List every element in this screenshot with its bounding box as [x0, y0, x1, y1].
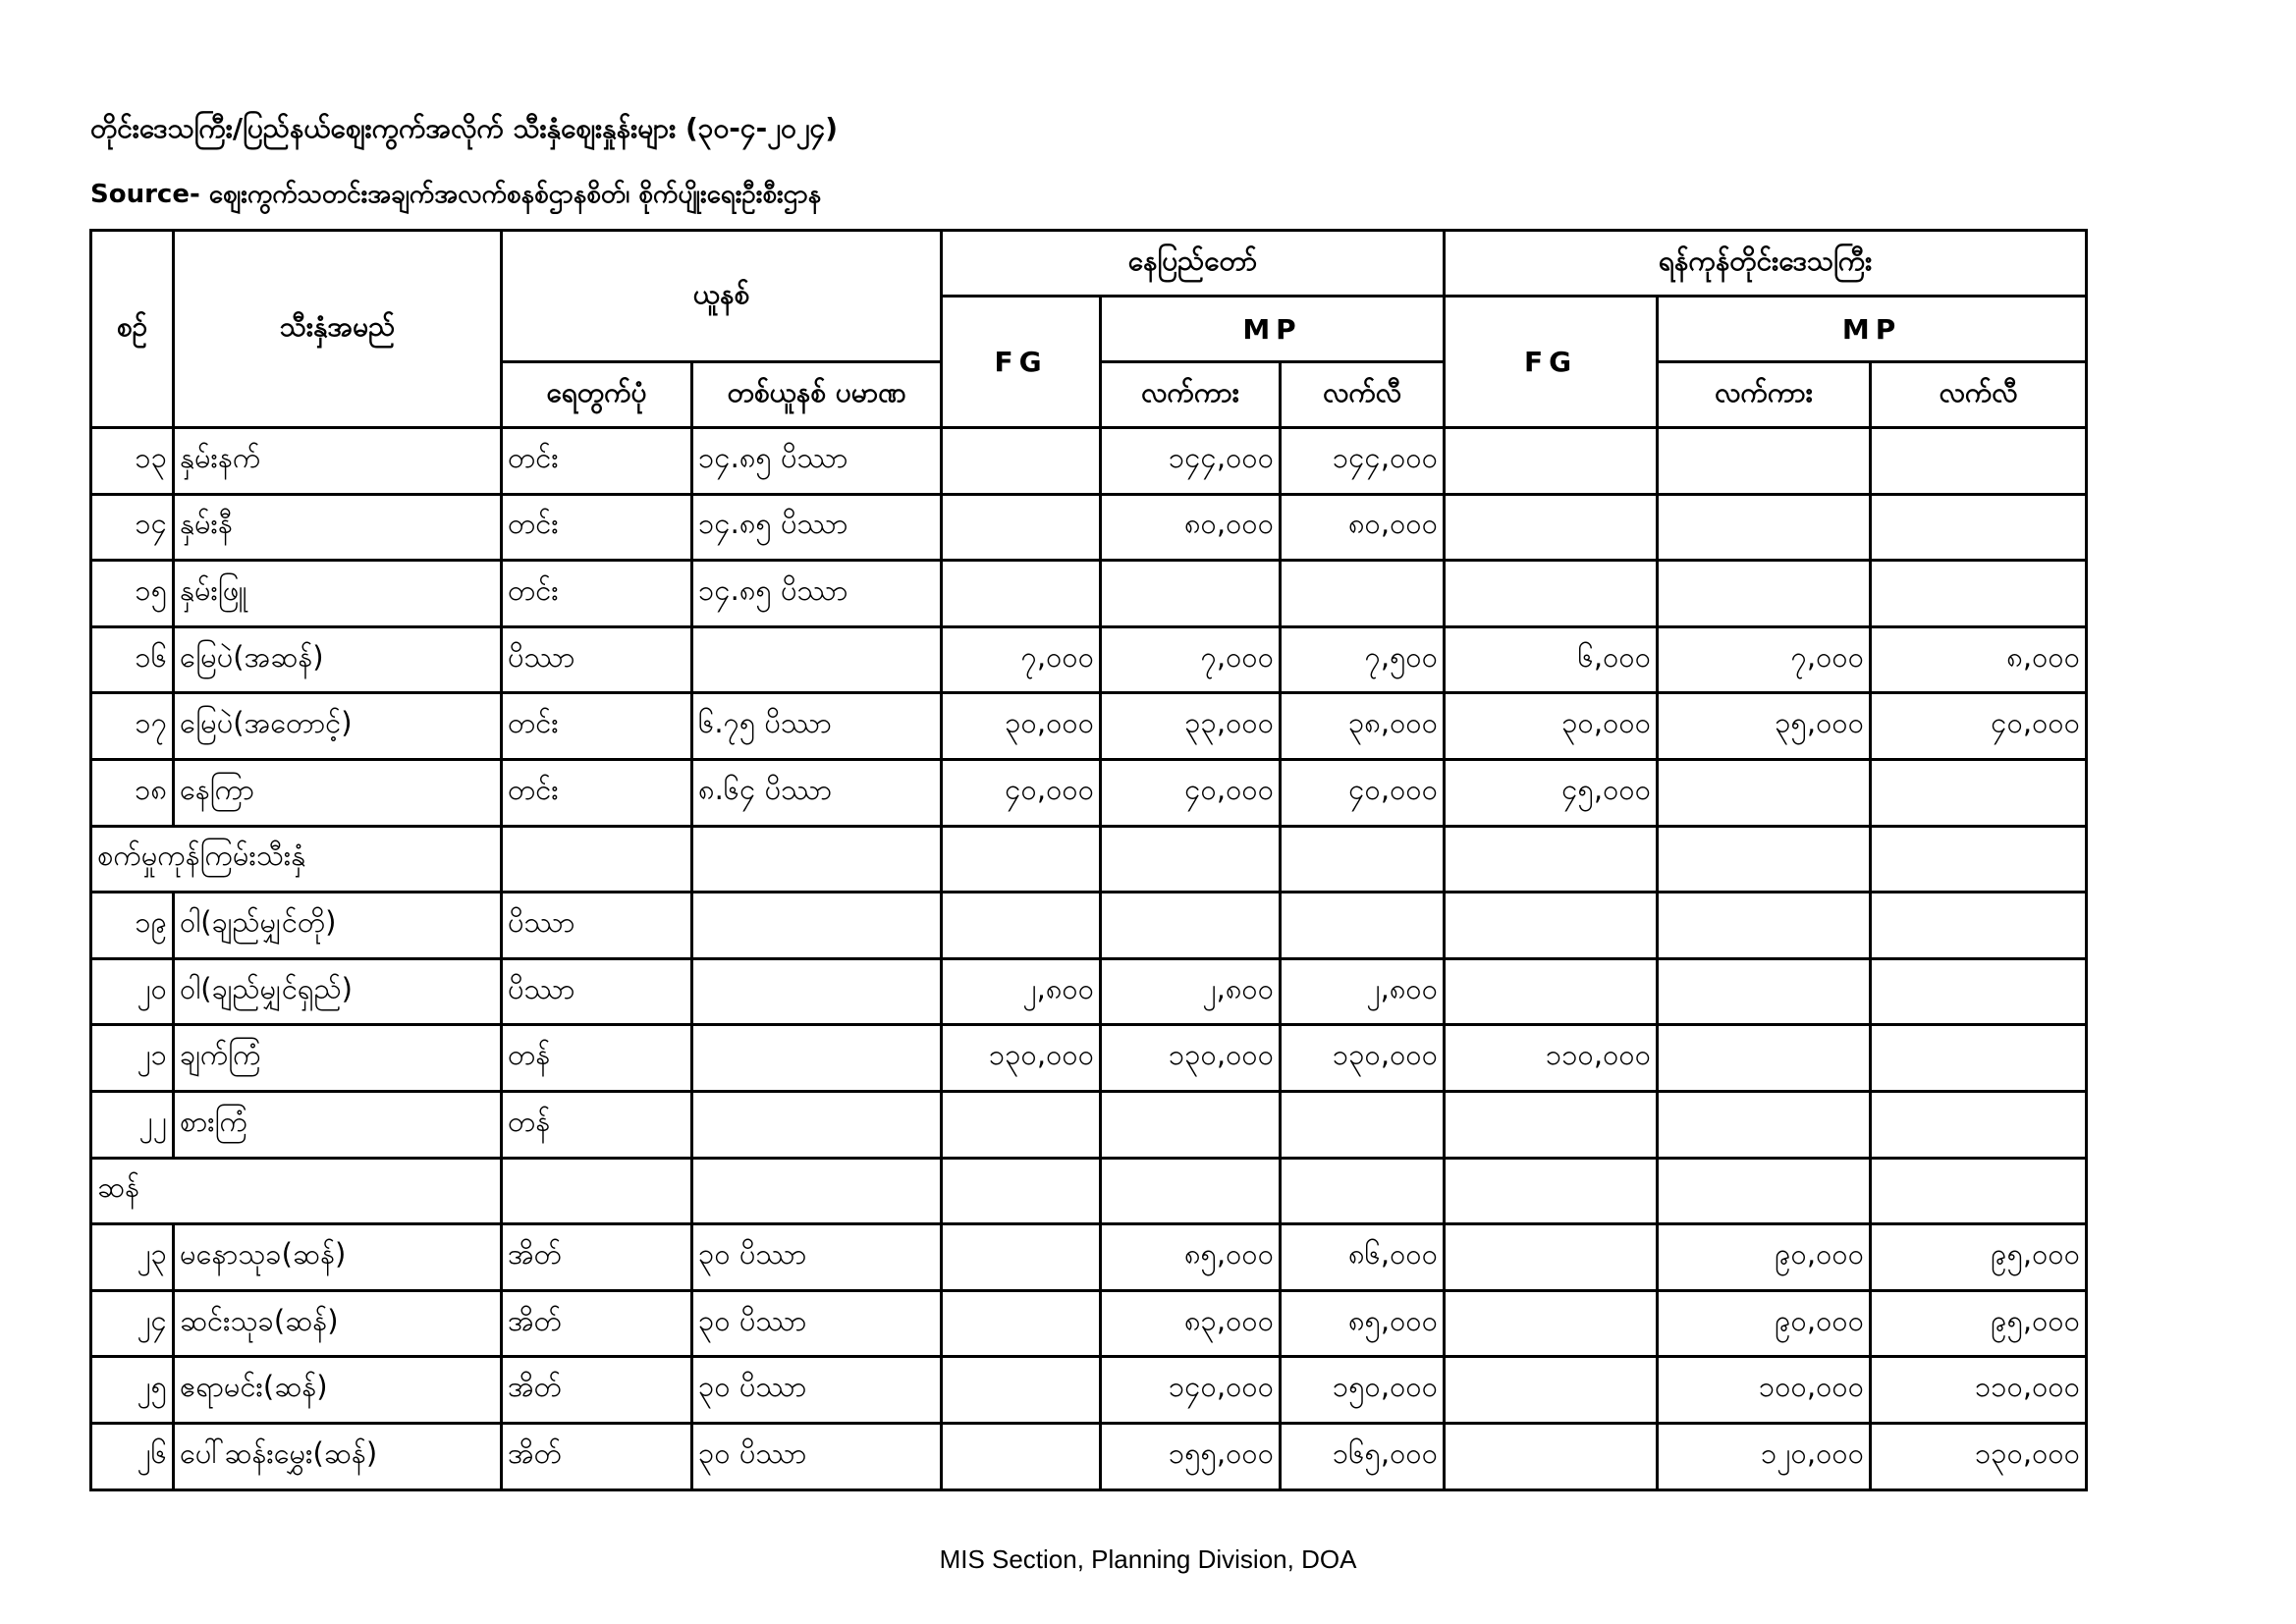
cell-ygn-fg [1445, 1423, 1658, 1489]
header-yangon: ရန်ကုန်တိုင်းဒေသကြီး [1445, 231, 2087, 297]
cell-unit-weight: ၃၀ ပိဿာ [692, 1423, 942, 1489]
cell-ygn-fg: ၁၁၀,၀၀၀ [1445, 1025, 1658, 1092]
cell-npt-fg [942, 1224, 1101, 1291]
cell-npt-wholesale: ၈၀,၀၀၀ [1101, 494, 1281, 561]
header-ygn-fg: FG [1445, 297, 1658, 428]
cell-local-unit: တင်း [502, 759, 692, 826]
cell-serial: ၂၁ [91, 1025, 174, 1092]
cell-crop-name: နှမ်းနီ [174, 494, 502, 561]
cell-local-unit: အိတ် [502, 1357, 692, 1424]
cell-ygn-retail [1871, 1025, 2087, 1092]
cell-npt-wholesale: ၈၅,၀၀၀ [1101, 1224, 1281, 1291]
cell-serial: ၂၀ [91, 958, 174, 1025]
cell-ygn-wholesale [1658, 893, 1871, 959]
empty-cell [1871, 826, 2087, 893]
cell-crop-name: နှမ်းဖြူ [174, 561, 502, 627]
cell-npt-wholesale: ၄၀,၀၀၀ [1101, 759, 1281, 826]
empty-cell [942, 1158, 1101, 1224]
cell-ygn-retail [1871, 1091, 2087, 1158]
cell-ygn-wholesale [1658, 428, 1871, 495]
cell-ygn-fg [1445, 1091, 1658, 1158]
cell-npt-retail: ၁၄၄,၀၀၀ [1281, 428, 1445, 495]
cell-ygn-wholesale [1658, 759, 1871, 826]
cell-unit-weight [692, 893, 942, 959]
cell-npt-retail: ၁၅၀,၀၀၀ [1281, 1357, 1445, 1424]
header-unit-weight: တစ်ယူနစ် ပမာဏ [692, 362, 942, 428]
header-local-unit: ရေတွက်ပုံ [502, 362, 692, 428]
cell-npt-wholesale: ၃၃,၀၀၀ [1101, 693, 1281, 760]
table-row [91, 1290, 2087, 1357]
empty-cell [502, 1158, 692, 1224]
cell-local-unit: တင်း [502, 561, 692, 627]
cell-local-unit: ပိဿာ [502, 626, 692, 693]
cell-npt-wholesale: ၁၄၀,၀၀၀ [1101, 1357, 1281, 1424]
cell-npt-wholesale: ၁၅၅,၀၀၀ [1101, 1423, 1281, 1489]
section-label: ဆန် [91, 1158, 502, 1224]
cell-local-unit: တင်း [502, 693, 692, 760]
cell-serial: ၁၃ [91, 428, 174, 495]
cell-ygn-retail: ၈,၀၀၀ [1871, 626, 2087, 693]
empty-cell [692, 826, 942, 893]
header-crop-name: သီးနှံအမည် [174, 231, 502, 428]
cell-npt-fg: ၁၃၀,၀၀၀ [942, 1025, 1101, 1092]
empty-cell [942, 826, 1101, 893]
cell-ygn-retail [1871, 893, 2087, 959]
cell-ygn-wholesale [1658, 958, 1871, 1025]
table-row [91, 494, 2087, 561]
cell-crop-name: ဧရာမင်း(ဆန်) [174, 1357, 502, 1424]
table-header [91, 231, 2087, 428]
cell-npt-retail [1281, 561, 1445, 627]
cell-local-unit: တင်း [502, 428, 692, 495]
cell-ygn-retail: ၉၅,၀၀၀ [1871, 1290, 2087, 1357]
cell-npt-retail: ၂,၈၀၀ [1281, 958, 1445, 1025]
cell-npt-wholesale: ၁၄၄,၀၀၀ [1101, 428, 1281, 495]
cell-npt-fg [942, 561, 1101, 627]
empty-cell [502, 826, 692, 893]
table-row [91, 1357, 2087, 1424]
cell-npt-fg [942, 1357, 1101, 1424]
cell-serial: ၁၉ [91, 893, 174, 959]
table-row [91, 428, 2087, 495]
cell-unit-weight: ၆.၇၅ ပိဿာ [692, 693, 942, 760]
cell-local-unit: ပိဿာ [502, 958, 692, 1025]
cell-ygn-retail: ၁၃၀,၀၀၀ [1871, 1423, 2087, 1489]
empty-cell [1281, 826, 1445, 893]
cell-ygn-wholesale: ၉၀,၀၀၀ [1658, 1224, 1871, 1291]
cell-ygn-fg [1445, 428, 1658, 495]
cell-npt-retail [1281, 893, 1445, 959]
cell-npt-retail: ၁၆၅,၀၀၀ [1281, 1423, 1445, 1489]
cell-npt-fg [942, 1091, 1101, 1158]
cell-npt-fg: ၇,၀၀၀ [942, 626, 1101, 693]
cell-unit-weight: ၃၀ ပိဿာ [692, 1357, 942, 1424]
cell-npt-retail: ၈၆,၀၀၀ [1281, 1224, 1445, 1291]
cell-crop-name: မနောသုခ(ဆန်) [174, 1224, 502, 1291]
cell-local-unit: အိတ် [502, 1290, 692, 1357]
cell-ygn-wholesale: ၃၅,၀၀၀ [1658, 693, 1871, 760]
cell-serial: ၂၄ [91, 1290, 174, 1357]
cell-npt-retail [1281, 1091, 1445, 1158]
cell-ygn-wholesale: ၉၀,၀၀၀ [1658, 1290, 1871, 1357]
cell-ygn-retail [1871, 759, 2087, 826]
cell-ygn-wholesale [1658, 494, 1871, 561]
cell-npt-fg [942, 1290, 1101, 1357]
cell-npt-fg: ၄၀,၀၀၀ [942, 759, 1101, 826]
table-row [91, 958, 2087, 1025]
page-footer: MIS Section, Planning Division, DOA [939, 1544, 1357, 1574]
header-unit-group: ယူနစ် [502, 231, 942, 362]
cell-ygn-retail: ၄၀,၀၀၀ [1871, 693, 2087, 760]
cell-local-unit: တန် [502, 1091, 692, 1158]
empty-cell [1101, 1158, 1281, 1224]
cell-serial: ၁၇ [91, 693, 174, 760]
cell-crop-name: စားကြံ [174, 1091, 502, 1158]
cell-crop-name: ဆင်းသုခ(ဆန်) [174, 1290, 502, 1357]
header-npt-fg: FG [942, 297, 1101, 428]
cell-serial: ၁၅ [91, 561, 174, 627]
cell-unit-weight: ၃၀ ပိဿာ [692, 1290, 942, 1357]
cell-unit-weight [692, 958, 942, 1025]
cell-serial: ၁၄ [91, 494, 174, 561]
cell-crop-name: ဝါ(ချည်မျှင်ရှည်) [174, 958, 502, 1025]
cell-crop-name: ပေါ်ဆန်းမွှေး(ဆန်) [174, 1423, 502, 1489]
table-row [91, 693, 2087, 760]
cell-ygn-wholesale [1658, 1025, 1871, 1092]
cell-npt-wholesale: ၈၃,၀၀၀ [1101, 1290, 1281, 1357]
cell-ygn-retail: ၁၁၀,၀၀၀ [1871, 1357, 2087, 1424]
table-row [91, 759, 2087, 826]
cell-ygn-fg: ၆,၀၀၀ [1445, 626, 1658, 693]
cell-ygn-retail [1871, 958, 2087, 1025]
cell-local-unit: တန် [502, 1025, 692, 1092]
table-row [91, 1423, 2087, 1489]
source-line: Source- ဈေးကွက်သတင်းအချက်အလက်စနစ်ဌာနစိတ်၊ စိုက်ပျိုးရေးဦးစီးဌာန [90, 180, 822, 209]
cell-crop-name: နှမ်းနက် [174, 428, 502, 495]
empty-cell [1281, 1158, 1445, 1224]
cell-serial: ၂၂ [91, 1091, 174, 1158]
cell-ygn-fg: ၃၀,၀၀၀ [1445, 693, 1658, 760]
empty-cell [1445, 826, 1658, 893]
cell-unit-weight: ၁၄.၈၅ ပိဿာ [692, 494, 942, 561]
header-ygn-mp: MP [1658, 297, 2087, 362]
empty-cell [1658, 1158, 1871, 1224]
header-ygn-wholesale: လက်ကား [1658, 362, 1871, 428]
cell-local-unit: အိတ် [502, 1224, 692, 1291]
section-label: စက်မှုကုန်ကြမ်းသီးနှံ [91, 826, 502, 893]
table-body [91, 428, 2087, 1490]
cell-ygn-retail [1871, 561, 2087, 627]
cell-local-unit: တင်း [502, 494, 692, 561]
section-row [91, 1158, 2087, 1224]
cell-npt-retail: ၁၃၀,၀၀၀ [1281, 1025, 1445, 1092]
cell-serial: ၂၅ [91, 1357, 174, 1424]
cell-ygn-fg [1445, 893, 1658, 959]
section-row [91, 826, 2087, 893]
cell-ygn-fg [1445, 958, 1658, 1025]
cell-npt-fg [942, 494, 1101, 561]
cell-npt-retail: ၇,၅၀၀ [1281, 626, 1445, 693]
cell-local-unit: ပိဿာ [502, 893, 692, 959]
header-serial: စဉ် [91, 231, 174, 428]
table-row [91, 1025, 2087, 1092]
table-row [91, 626, 2087, 693]
empty-cell [1445, 1158, 1658, 1224]
cell-serial: ၁၆ [91, 626, 174, 693]
cell-npt-wholesale: ၂,၈၀၀ [1101, 958, 1281, 1025]
header-npt-wholesale: လက်ကား [1101, 362, 1281, 428]
cell-npt-retail: ၈၀,၀၀၀ [1281, 494, 1445, 561]
cell-ygn-retail [1871, 428, 2087, 495]
cell-crop-name: ဝါ(ချည်မျှင်တို) [174, 893, 502, 959]
table-row [91, 893, 2087, 959]
cell-serial: ၁၈ [91, 759, 174, 826]
cell-local-unit: အိတ် [502, 1423, 692, 1489]
cell-unit-weight: ၈.၆၄ ပိဿာ [692, 759, 942, 826]
cell-ygn-wholesale [1658, 1091, 1871, 1158]
cell-npt-fg: ၂,၈၀၀ [942, 958, 1101, 1025]
cell-ygn-fg: ၄၅,၀၀၀ [1445, 759, 1658, 826]
cell-npt-retail: ၃၈,၀၀၀ [1281, 693, 1445, 760]
table-row [91, 1224, 2087, 1291]
cell-ygn-wholesale [1658, 561, 1871, 627]
cell-ygn-retail: ၉၅,၀၀၀ [1871, 1224, 2087, 1291]
price-table [89, 229, 2088, 1491]
cell-npt-fg [942, 1423, 1101, 1489]
header-npt-mp: MP [1101, 297, 1445, 362]
empty-cell [1871, 1158, 2087, 1224]
cell-npt-wholesale [1101, 893, 1281, 959]
cell-crop-name: မြေပဲ(အဆန်) [174, 626, 502, 693]
cell-crop-name: နေကြာ [174, 759, 502, 826]
cell-npt-fg [942, 428, 1101, 495]
cell-npt-fg: ၃၀,၀၀၀ [942, 693, 1101, 760]
document-title: တိုင်းဒေသကြီး/ပြည်နယ်ဈေးကွက်အလိုက် သီးနှံဈေးနှုန်းများ (၃၀-၄-၂၀၂၄) [90, 112, 839, 144]
cell-ygn-retail [1871, 494, 2087, 561]
header-npt-retail: လက်လီ [1281, 362, 1445, 428]
cell-unit-weight [692, 1091, 942, 1158]
table-row [91, 1091, 2087, 1158]
cell-npt-wholesale: ၁၃၀,၀၀၀ [1101, 1025, 1281, 1092]
header-ygn-retail: လက်လီ [1871, 362, 2087, 428]
cell-unit-weight: ၁၄.၈၅ ပိဿာ [692, 561, 942, 627]
cell-npt-wholesale [1101, 1091, 1281, 1158]
cell-npt-wholesale [1101, 561, 1281, 627]
empty-cell [692, 1158, 942, 1224]
cell-unit-weight: ၃၀ ပိဿာ [692, 1224, 942, 1291]
cell-crop-name: မြေပဲ(အတောင့်) [174, 693, 502, 760]
cell-npt-retail: ၄၀,၀၀၀ [1281, 759, 1445, 826]
header-naypyitaw: နေပြည်တော် [942, 231, 1445, 297]
table-row [91, 561, 2087, 627]
cell-serial: ၂၃ [91, 1224, 174, 1291]
cell-ygn-fg [1445, 494, 1658, 561]
cell-ygn-fg [1445, 1224, 1658, 1291]
cell-ygn-fg [1445, 1357, 1658, 1424]
cell-unit-weight [692, 1025, 942, 1092]
cell-unit-weight: ၁၄.၈၅ ပိဿာ [692, 428, 942, 495]
cell-ygn-wholesale: ၇,၀၀၀ [1658, 626, 1871, 693]
cell-ygn-fg [1445, 1290, 1658, 1357]
cell-ygn-fg [1445, 561, 1658, 627]
empty-cell [1101, 826, 1281, 893]
cell-serial: ၂၆ [91, 1423, 174, 1489]
cell-npt-retail: ၈၅,၀၀၀ [1281, 1290, 1445, 1357]
cell-unit-weight [692, 626, 942, 693]
cell-npt-fg [942, 893, 1101, 959]
empty-cell [1658, 826, 1871, 893]
cell-crop-name: ချက်ကြံ [174, 1025, 502, 1092]
cell-npt-wholesale: ၇,၀၀၀ [1101, 626, 1281, 693]
cell-ygn-wholesale: ၁၂၀,၀၀၀ [1658, 1423, 1871, 1489]
cell-ygn-wholesale: ၁၀၀,၀၀၀ [1658, 1357, 1871, 1424]
